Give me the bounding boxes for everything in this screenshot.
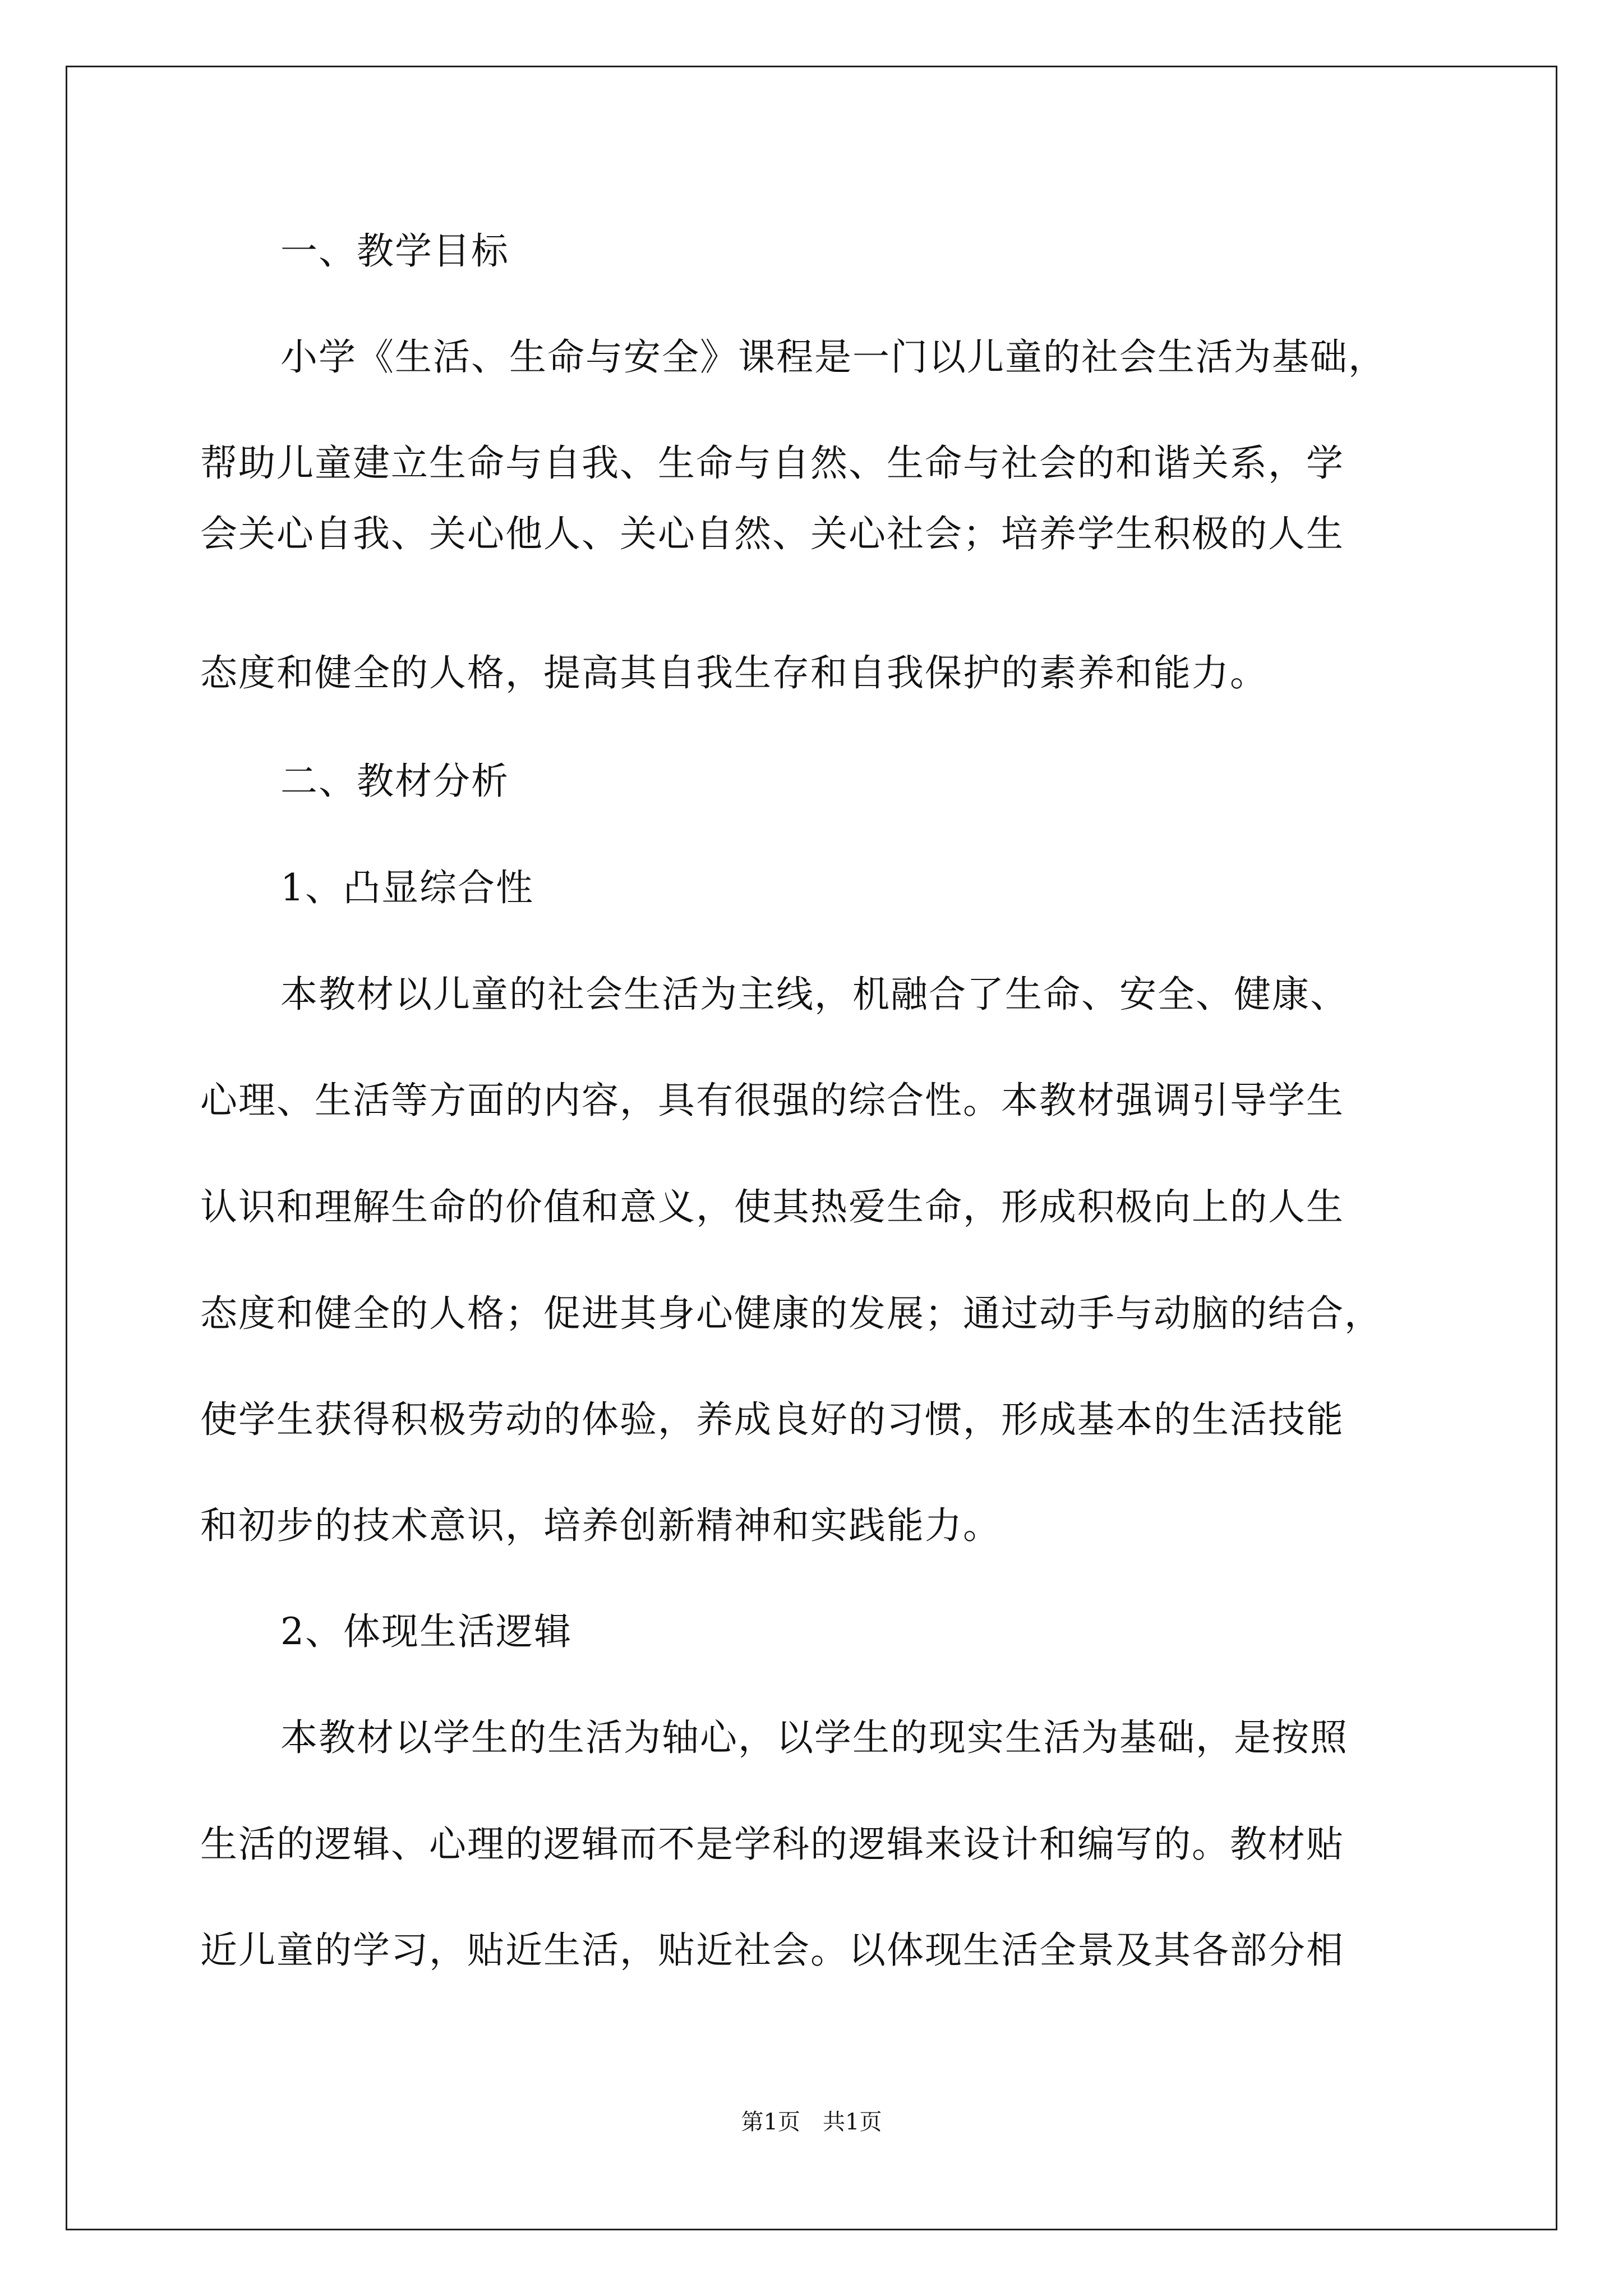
paragraph-line: 会关心自我、关心他人、关心自然、关心社会；培养学生积极的人生 — [200, 512, 1344, 555]
heading-textbook-analysis: 二、教材分析 — [280, 760, 509, 803]
paragraph-line: 本教材以儿童的社会生活为主线，机融合了生命、安全、健康、 — [280, 973, 1348, 1016]
paragraph-line: 小学《生活、生命与安全》课程是一门以儿童的社会生活为基础， — [280, 335, 1386, 379]
paragraph-line: 生活的逻辑、心理的逻辑而不是学科的逻辑来设计和编写的。教材贴 — [200, 1823, 1344, 1866]
paragraph-line: 态度和健全的人格；促进其身心健康的发展；通过动手与动脑的结合， — [200, 1292, 1382, 1335]
page-footer: 第1页 共1页 — [741, 2109, 882, 2135]
paragraph-line: 和初步的技术意识，培养创新精神和实践能力。 — [200, 1504, 1001, 1547]
subheading-life-logic: 2、体现生活逻辑 — [280, 1610, 572, 1653]
paragraph-line: 态度和健全的人格，提高其自我生存和自我保护的素养和能力。 — [200, 651, 1268, 694]
paragraph-line: 认识和理解生命的价值和意义，使其热爱生命，形成积极向上的人生 — [200, 1185, 1344, 1228]
paragraph-line: 本教材以学生的生活为轴心，以学生的现实生活为基础，是按照 — [280, 1716, 1348, 1759]
paragraph-line: 心理、生活等方面的内容，具有很强的综合性。本教材强调引导学生 — [200, 1079, 1344, 1122]
subheading-comprehensive: 1、凸显综合性 — [280, 866, 534, 909]
heading-teaching-goals: 一、教学目标 — [280, 229, 509, 273]
paragraph-line: 近儿童的学习，贴近生活，贴近社会。以体现生活全景及其各部分相 — [200, 1929, 1344, 1972]
paragraph-line: 使学生获得积极劳动的体验，养成良好的习惯，形成基本的生活技能 — [200, 1398, 1344, 1441]
paragraph-line: 帮助儿童建立生命与自我、生命与自然、生命与社会的和谐关系，学 — [200, 441, 1344, 485]
page-border — [66, 66, 1557, 2230]
